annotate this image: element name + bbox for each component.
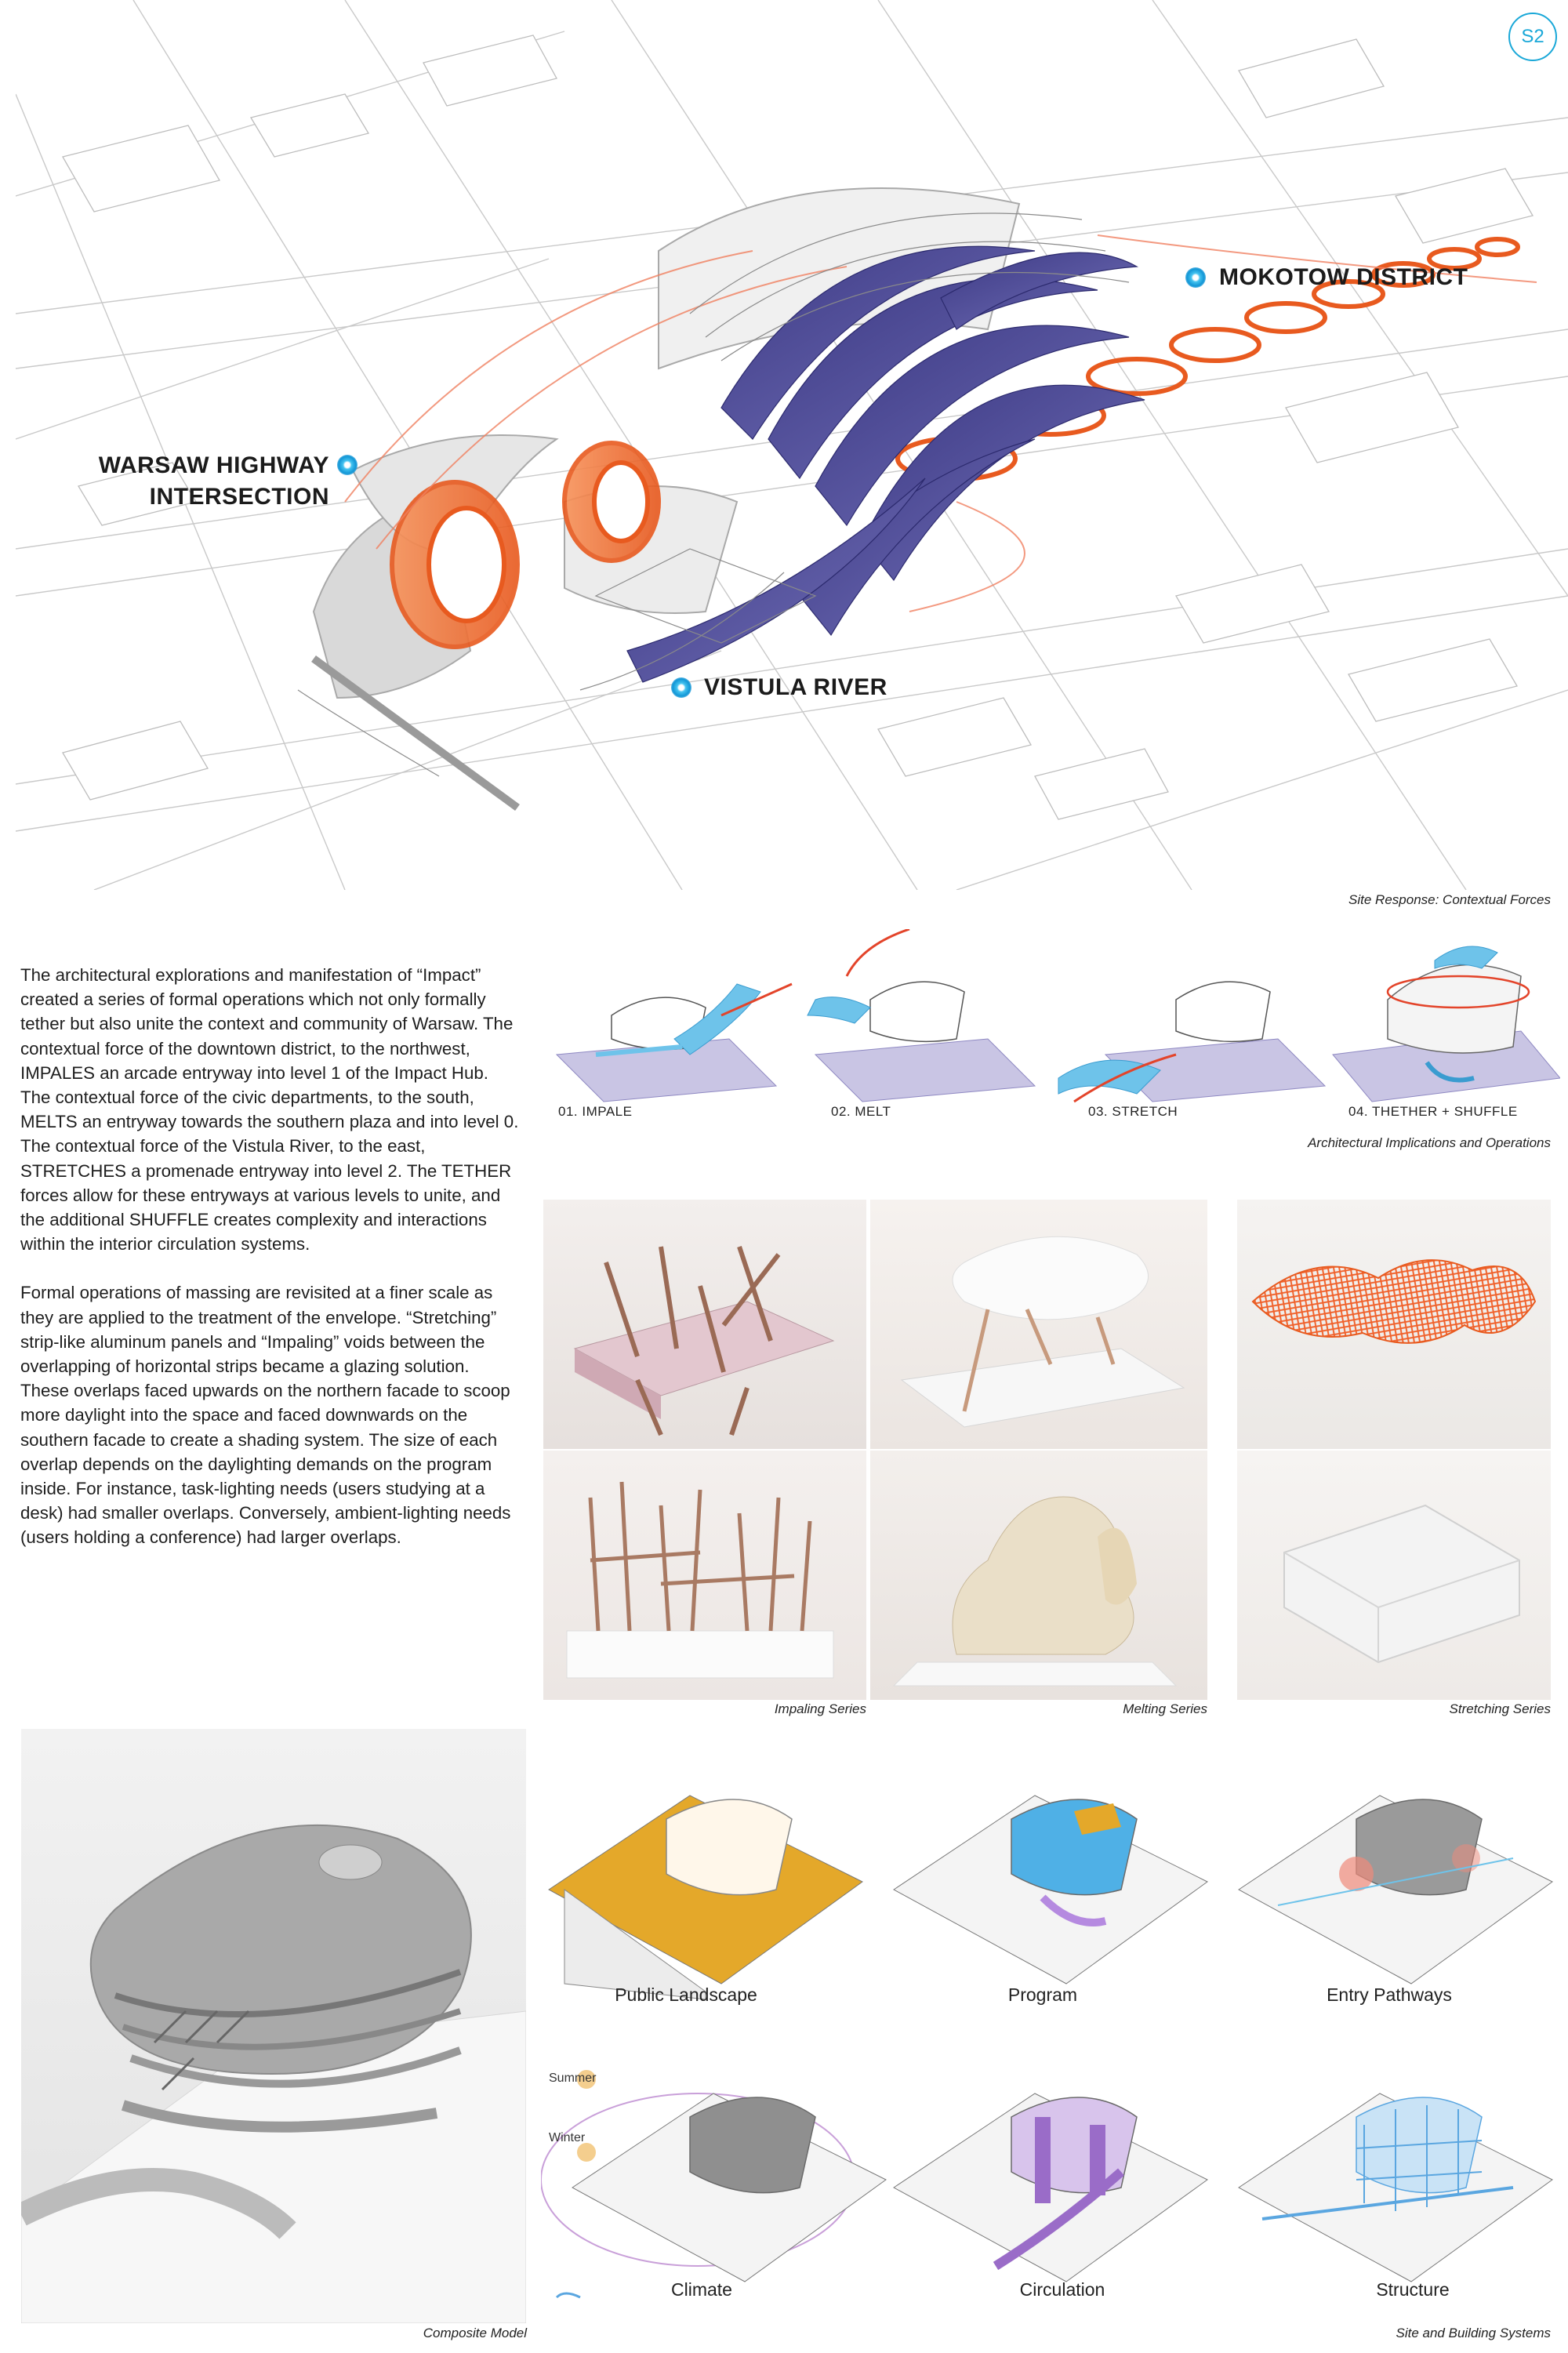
impaling-model-photo-2 (543, 1451, 866, 1700)
vistula-marker-icon (671, 677, 691, 698)
composite-model-photo (21, 1729, 526, 2323)
operations-caption: Architectural Implications and Operations (1308, 1135, 1551, 1150)
sheet-number-badge: S2 (1508, 13, 1557, 61)
vistula-river-label: VISTULA RIVER (704, 674, 887, 700)
warsaw-highway-line2: INTERSECTION (149, 484, 329, 510)
op-impale-diagram (557, 984, 792, 1102)
sys-label-public-landscape: Public Landscape (615, 1984, 757, 2005)
warsaw-highway-label (78, 450, 329, 513)
composite-model-caption: Composite Model (423, 2326, 527, 2340)
project-description (20, 963, 522, 1574)
impaling-series-caption: Impaling Series (774, 1701, 866, 1716)
stretching-model-photo-1 (1237, 1200, 1551, 1449)
sys-label-climate: Climate (671, 2279, 732, 2300)
sys-label-circulation: Circulation (1019, 2279, 1105, 2300)
melting-model-photo-2 (870, 1451, 1207, 1700)
sys-circulation-diagram (894, 2093, 1207, 2282)
sys-climate-diagram (541, 2070, 886, 2297)
systems-diagrams (541, 1764, 1560, 2313)
sys-public-landscape-diagram (549, 1796, 862, 1999)
description-paragraph-1: The architectural explorations and manifestation of “Impact” created a series of formal operations which not only formally tether but also unite the context and community of Warsaw. The contextual force of the downtown district, to the northwest, IMPALES an arcade entryway into level 1 of the Impact Hub. The contextual force of the civic departments, to the south, MELTS an entryway towards the southern plaza and into level 0. The contextual force of the Vistula River, to the east, STRETCHES a promenade entryway into level 2. The TETHER forces allow for these entryways at various levels to unite, and the additional SHUFFLE creates complexity and interactions within the interior circulation systems. (20, 965, 519, 1255)
site-context-diagram (16, 0, 1568, 890)
stretching-series-caption: Stretching Series (1449, 1701, 1551, 1716)
op-label-melt: 02. MELT (831, 1104, 891, 1119)
operations-diagrams (541, 929, 1560, 1117)
op-stretch-diagram (1058, 982, 1325, 1102)
mokotow-district-label: MOKOTOW DISTRICT (1219, 264, 1468, 290)
description-paragraph-2: Formal operations of massing are revisited at a finer scale as they are applied to the treatment of the envelope. “Stretching” strip-like aluminum panels and “Impaling” voids between the overlapping of horizontal strips became a glazing solution. These overlaps faced upwards on the northern facade to scoop more daylight into the space and faced downwards on the southern facade to create a shading system. The size of each overlap depends on the daylighting demands on the program inside. For instance, task-lighting needs (users studying at a desk) had smaller overlaps. Conversely, ambient-lighting needs (users holding a conference) had larger overlaps. (20, 1283, 511, 1548)
systems-caption: Site and Building Systems (1396, 2326, 1551, 2340)
op-label-tether-shuffle: 04. THETHER + SHUFFLE (1348, 1104, 1518, 1119)
sys-label-entry-pathways: Entry Pathways (1327, 1984, 1452, 2005)
op-label-stretch: 03. STRETCH (1088, 1104, 1178, 1119)
climate-summer-label: Summer (549, 2072, 597, 2085)
sys-structure-diagram (1239, 2093, 1552, 2282)
melting-model-photo-1 (870, 1200, 1207, 1449)
stretching-model-photo-2 (1237, 1451, 1551, 1700)
op-label-impale: 01. IMPALE (558, 1104, 633, 1119)
op-tether-shuffle-diagram (1333, 946, 1560, 1102)
impaling-model-photo-1 (543, 1200, 866, 1449)
warsaw-highway-line1: WARSAW HIGHWAY (98, 452, 329, 478)
climate-winter-label: Winter (549, 2131, 586, 2144)
sys-label-structure: Structure (1376, 2279, 1450, 2300)
site-response-caption: Site Response: Contextual Forces (1348, 892, 1551, 907)
melting-series-caption: Melting Series (1123, 1701, 1207, 1716)
op-melt-diagram (808, 929, 1035, 1102)
sys-label-program: Program (1007, 1984, 1078, 2005)
sys-entry-pathways-diagram (1239, 1796, 1552, 1984)
mokotow-marker-icon (1185, 267, 1206, 288)
warsaw-marker-icon (337, 455, 358, 475)
sys-program-diagram (894, 1796, 1207, 1984)
